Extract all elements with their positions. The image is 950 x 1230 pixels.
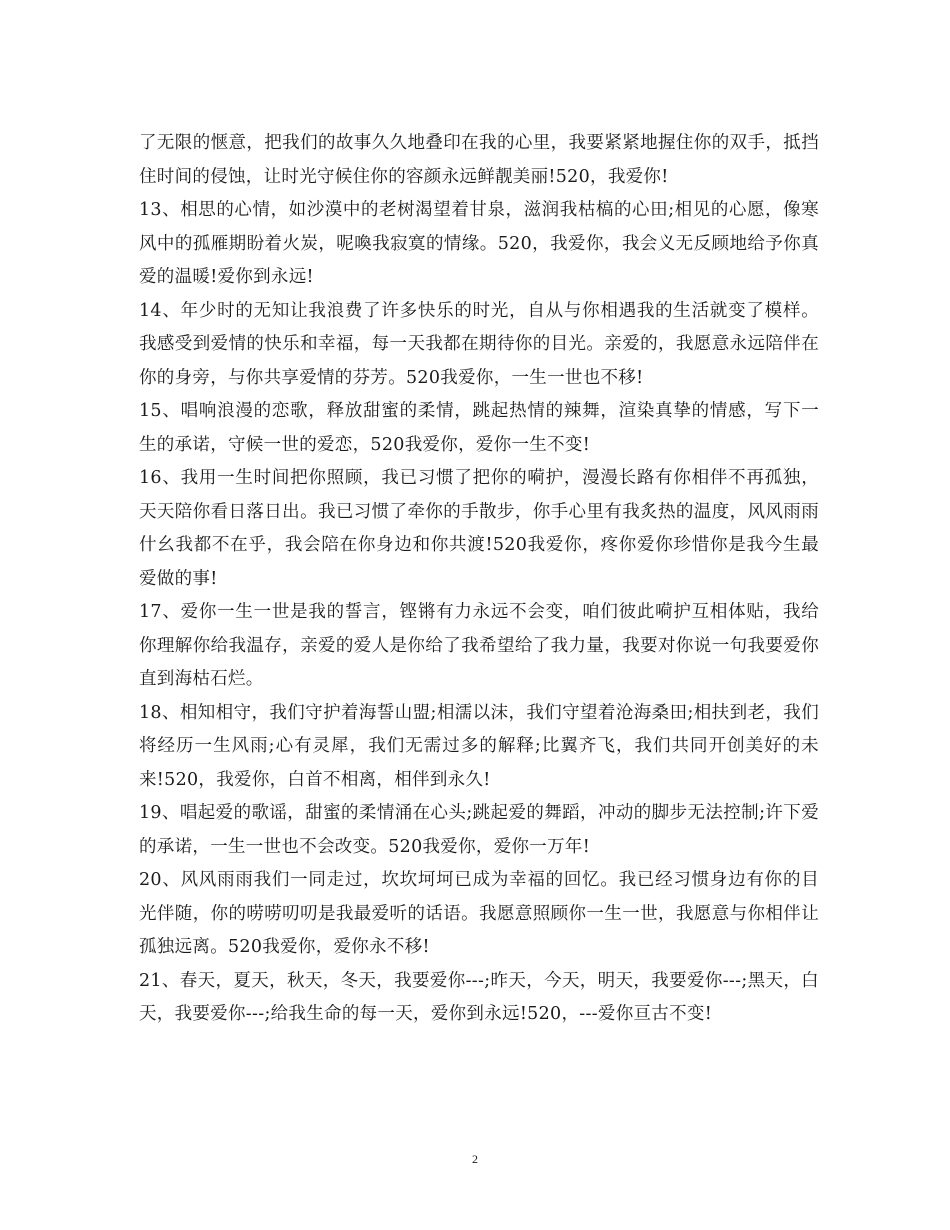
paragraph-16: 16、我用一生时间把你照顾，我已习惯了把你的嗬护，漫漫长路有你相伴不再孤独，天天陪你看日落日出。我已习惯了牵你的手散步，你手心里有我炙热的温度，风风雨雨什幺我都不在乎，我会陪在你身边和你共渡!520我爱你，疼你爱你珍惜你是我今生最爱做的事!	[139, 468, 819, 589]
paragraph-continuation: 了无限的惬意，把我们的故事久久地叠印在我的心里，我要紧紧地握住你的双手，抵挡住时间的侵蚀，让时光守候住你的容颜永远鲜靓美丽!520，我爱你!	[139, 133, 819, 187]
paragraph-15: 15、唱响浪漫的恋歌，释放甜蜜的柔情，跳起热情的辣舞，渲染真挚的情感，写下一生的承诺，守候一世的爱恋，520我爱你，爱你一生不变!	[139, 401, 819, 455]
document-body	[139, 127, 819, 1032]
paragraph-13: 13、相思的心情，如沙漠中的老树渴望着甘泉，滋润我枯槁的心田;相见的心愿，像寒风中的孤雁期盼着火炭，呢喚我寂寞的情缘。520，我爱你，我会义无反顾地给予你真爱的温暖!爱你到永远!	[139, 200, 819, 287]
page-number: 2	[472, 1152, 478, 1166]
paragraph-19: 19、唱起爱的歌谣，甜蜜的柔情涌在心头;跳起爱的舞蹈，冲动的脚步无法控制;许下爱的承诺，一生一世也不会改变。520我爱你，爱你一万年!	[139, 803, 819, 857]
paragraph-20: 20、风风雨雨我们一同走过，坎坎坷坷已成为幸福的回忆。我已经习惯身边有你的目光伴随，你的唠唠叨叨是我最爱听的话语。我愿意照顾你一生一世，我愿意与你相伴让孤独远离。520我爱你，爱你永不移!	[139, 870, 819, 957]
paragraph-17: 17、爱你一生一世是我的誓言，铿锵有力永远不会变，咱们彼此嗬护互相体贴，我给你理解你给我温存，亲爱的爱人是你给了我希望给了我力量，我要对你说一句我要爱你直到海枯石烂。	[139, 602, 819, 689]
paragraph-14: 14、年少时的无知让我浪费了许多快乐的时光，自从与你相遇我的生活就变了模样。我感受到爱情的快乐和幸福，每一天我都在期待你的目光。亲爱的，我愿意永远陪伴在你的身旁，与你共享爱情的芬芳。520我爱你，一生一世也不移!	[139, 300, 819, 388]
paragraph-18: 18、相知相守，我们守护着海誓山盟;相濡以沫，我们守望着沧海桑田;相扶到老，我们将经历一生风雨;心有灵犀，我们无需过多的解释;比翼齐飞，我们共同开创美好的未来!520，我爱你，白首不相离，相伴到永久!	[139, 702, 819, 790]
paragraph-21: 21、春天，夏天，秋天，冬天，我要爱你---;昨天，今天，明天，我要爱你---;黑天，白天，我要爱你---;给我生命的每一天，爱你到永远!520，---爱你亘古不变!	[139, 970, 819, 1024]
